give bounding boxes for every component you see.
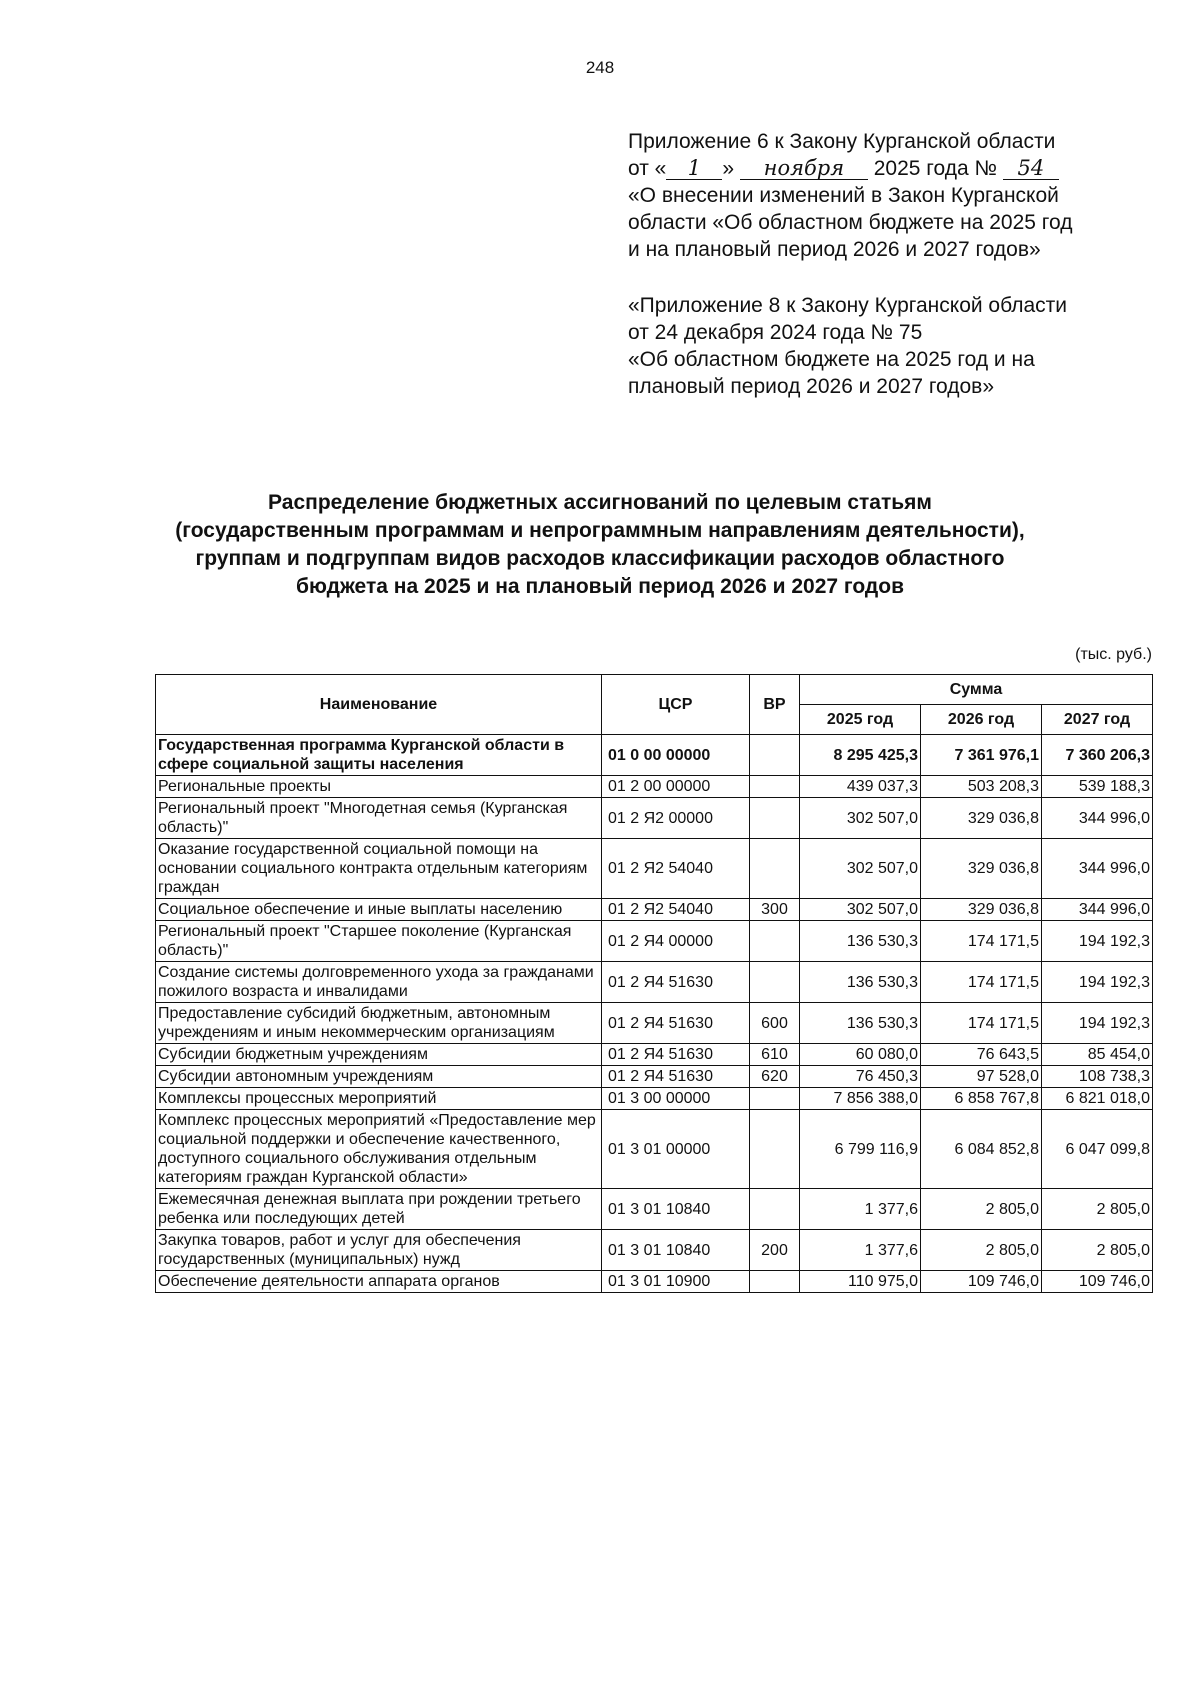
row-csr: 01 3 01 00000	[602, 1110, 750, 1189]
header-2026: 2026 год	[921, 705, 1042, 735]
header-name: Наименование	[156, 675, 602, 735]
table-row	[156, 798, 1153, 839]
budget-table	[155, 674, 1153, 1293]
row-2025: 1 377,6	[800, 1189, 921, 1230]
annex-line: «Об областном бюджете на 2025 год и на	[628, 348, 1035, 371]
row-2027: 194 192,3	[1042, 962, 1153, 1003]
row-vr: 610	[750, 1044, 800, 1066]
row-vr	[750, 776, 800, 798]
annex-8-header	[628, 292, 1148, 400]
row-2026: 6 084 852,8	[921, 1110, 1042, 1189]
row-csr: 01 2 Я4 51630	[602, 1044, 750, 1066]
row-name: Предоставление субсидий бюджетным, автономным учреждениям и иным некоммерческим организациям	[156, 1003, 602, 1044]
header-2025: 2025 год	[800, 705, 921, 735]
row-2027: 2 805,0	[1042, 1189, 1153, 1230]
table-row	[156, 1110, 1153, 1189]
row-name: Оказание государственной социальной помощи на основании социального контракта отдельным категориям граждан	[156, 839, 602, 899]
row-csr: 01 3 01 10840	[602, 1230, 750, 1271]
row-csr: 01 2 Я4 51630	[602, 1066, 750, 1088]
row-2026: 329 036,8	[921, 839, 1042, 899]
row-csr: 01 3 01 10900	[602, 1271, 750, 1293]
header-2027: 2027 год	[1042, 705, 1153, 735]
handwritten-month: ноября	[740, 157, 868, 180]
row-name: Социальное обеспечение и иные выплаты населению	[156, 899, 602, 921]
row-2025: 136 530,3	[800, 962, 921, 1003]
row-2027: 108 738,3	[1042, 1066, 1153, 1088]
row-2027: 109 746,0	[1042, 1271, 1153, 1293]
row-vr	[750, 735, 800, 776]
row-vr	[750, 1110, 800, 1189]
row-vr	[750, 1088, 800, 1110]
row-2026: 503 208,3	[921, 776, 1042, 798]
row-vr: 200	[750, 1230, 800, 1271]
row-name: Комплекс процессных мероприятий «Предоставление мер социальной поддержки и обеспечение качественного, доступного социального обслуживания отдельным категориям граждан Курганской области»	[156, 1110, 602, 1189]
row-2025: 6 799 116,9	[800, 1110, 921, 1189]
table-row	[156, 776, 1153, 798]
row-name: Субсидии автономным учреждениям	[156, 1066, 602, 1088]
title-line: Распределение бюджетных ассигнований по целевым статьям	[268, 491, 932, 514]
units-label: (тыс. руб.)	[1075, 646, 1152, 663]
row-name: Государственная программа Курганской области в сфере социальной защиты населения	[156, 735, 602, 776]
annex-6-header	[628, 128, 1148, 263]
row-vr: 300	[750, 899, 800, 921]
row-csr: 01 3 01 10840	[602, 1189, 750, 1230]
row-2025: 439 037,3	[800, 776, 921, 798]
row-name: Региональные проекты	[156, 776, 602, 798]
row-2026: 109 746,0	[921, 1271, 1042, 1293]
row-2025: 302 507,0	[800, 899, 921, 921]
row-csr: 01 0 00 00000	[602, 735, 750, 776]
row-csr: 01 2 Я2 54040	[602, 899, 750, 921]
row-2025: 302 507,0	[800, 839, 921, 899]
annex-line: «О внесении изменений в Закон Курганской	[628, 184, 1059, 207]
row-vr: 600	[750, 1003, 800, 1044]
row-2027: 2 805,0	[1042, 1230, 1153, 1271]
row-name: Комплексы процессных мероприятий	[156, 1088, 602, 1110]
row-2026: 174 171,5	[921, 921, 1042, 962]
annex-date-line	[628, 155, 1148, 182]
table-row	[156, 1230, 1153, 1271]
row-2025: 8 295 425,3	[800, 735, 921, 776]
table-row	[156, 921, 1153, 962]
document-title	[100, 489, 1100, 601]
annex-line: Приложение 6 к Закону Курганской области	[628, 130, 1056, 153]
row-2026: 174 171,5	[921, 962, 1042, 1003]
row-name: Региональный проект "Старшее поколение (Курганская область)"	[156, 921, 602, 962]
row-2027: 344 996,0	[1042, 798, 1153, 839]
row-vr	[750, 921, 800, 962]
row-2025: 76 450,3	[800, 1066, 921, 1088]
page-number: 248	[585, 58, 615, 77]
row-name: Региональный проект "Многодетная семья (Курганская область)"	[156, 798, 602, 839]
row-2027: 539 188,3	[1042, 776, 1153, 798]
title-line: бюджета на 2025 и на плановый период 2026 и 2027 годов	[295, 575, 904, 598]
date-year: 2025 года №	[873, 157, 997, 180]
annex-line: области «Об областном бюджете на 2025 год	[628, 211, 1073, 234]
row-vr	[750, 1189, 800, 1230]
row-name: Субсидии бюджетным учреждениям	[156, 1044, 602, 1066]
header-sum: Сумма	[800, 675, 1153, 705]
row-2025: 60 080,0	[800, 1044, 921, 1066]
row-csr: 01 2 Я4 00000	[602, 921, 750, 962]
date-mid: »	[722, 157, 735, 180]
table-row	[156, 1271, 1153, 1293]
row-2027: 6 047 099,8	[1042, 1110, 1153, 1189]
table-row	[156, 1088, 1153, 1110]
row-name: Ежемесячная денежная выплата при рождении третьего ребенка или последующих детей	[156, 1189, 602, 1230]
row-csr: 01 3 00 00000	[602, 1088, 750, 1110]
row-name: Закупка товаров, работ и услуг для обеспечения государственных (муниципальных) нужд	[156, 1230, 602, 1271]
row-vr	[750, 839, 800, 899]
row-2026: 329 036,8	[921, 798, 1042, 839]
row-2026: 2 805,0	[921, 1230, 1042, 1271]
handwritten-day: 1	[666, 157, 722, 180]
row-2025: 110 975,0	[800, 1271, 921, 1293]
row-vr	[750, 1271, 800, 1293]
row-2026: 6 858 767,8	[921, 1088, 1042, 1110]
handwritten-doc-number: 54	[1003, 157, 1059, 180]
table-row	[156, 899, 1153, 921]
annex-line: плановый период 2026 и 2027 годов»	[628, 375, 995, 398]
table-row	[156, 1044, 1153, 1066]
title-line: (государственным программам и непрограммным направлениям деятельности),	[175, 519, 1025, 542]
row-vr	[750, 798, 800, 839]
header-vr: ВР	[750, 675, 800, 735]
row-2027: 194 192,3	[1042, 921, 1153, 962]
title-line: группам и подгруппам видов расходов классификации расходов областного	[195, 547, 1005, 570]
row-2025: 136 530,3	[800, 921, 921, 962]
row-2026: 76 643,5	[921, 1044, 1042, 1066]
row-2027: 6 821 018,0	[1042, 1088, 1153, 1110]
row-2025: 7 856 388,0	[800, 1088, 921, 1110]
row-csr: 01 2 Я4 51630	[602, 962, 750, 1003]
row-vr: 620	[750, 1066, 800, 1088]
annex-line: «Приложение 8 к Закону Курганской области	[628, 294, 1067, 317]
row-2026: 329 036,8	[921, 899, 1042, 921]
row-2027: 85 454,0	[1042, 1044, 1153, 1066]
row-csr: 01 2 Я2 54040	[602, 839, 750, 899]
date-prefix: от «	[628, 157, 667, 180]
annex-line: и на плановый период 2026 и 2027 годов»	[628, 238, 1041, 261]
header-csr: ЦСР	[602, 675, 750, 735]
row-2025: 302 507,0	[800, 798, 921, 839]
row-2025: 136 530,3	[800, 1003, 921, 1044]
row-vr	[750, 962, 800, 1003]
row-2027: 344 996,0	[1042, 899, 1153, 921]
row-2026: 2 805,0	[921, 1189, 1042, 1230]
table-row	[156, 839, 1153, 899]
table-row	[156, 1189, 1153, 1230]
table-row	[156, 735, 1153, 776]
table-body	[156, 735, 1153, 1293]
row-name: Обеспечение деятельности аппарата органов	[156, 1271, 602, 1293]
row-2027: 344 996,0	[1042, 839, 1153, 899]
annex-line: от 24 декабря 2024 года № 75	[628, 321, 923, 344]
row-2025: 1 377,6	[800, 1230, 921, 1271]
row-2027: 194 192,3	[1042, 1003, 1153, 1044]
row-2026: 97 528,0	[921, 1066, 1042, 1088]
row-2026: 174 171,5	[921, 1003, 1042, 1044]
row-csr: 01 2 00 00000	[602, 776, 750, 798]
row-name: Создание системы долговременного ухода за гражданами пожилого возраста и инвалидами	[156, 962, 602, 1003]
row-csr: 01 2 Я2 00000	[602, 798, 750, 839]
row-csr: 01 2 Я4 51630	[602, 1003, 750, 1044]
table-row	[156, 1066, 1153, 1088]
table-row	[156, 962, 1153, 1003]
row-2026: 7 361 976,1	[921, 735, 1042, 776]
row-2027: 7 360 206,3	[1042, 735, 1153, 776]
table-row	[156, 1003, 1153, 1044]
